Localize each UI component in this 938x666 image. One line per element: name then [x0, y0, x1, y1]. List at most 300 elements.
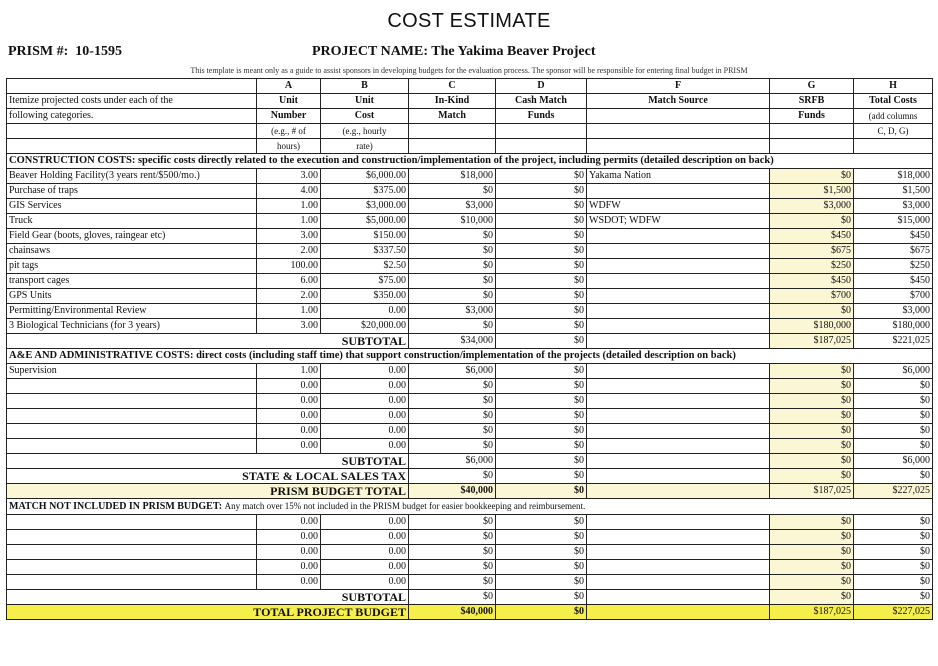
- table-row: [7, 259, 933, 274]
- template-note: This template is meant only as a guide to assist sponsors in developing budgets for the evaluation process. The sponsor will be responsible for entering final budget in PRISM: [190, 66, 748, 75]
- unit-number-cell: 0.00: [257, 424, 321, 439]
- cash-match-cell: $0: [496, 575, 587, 590]
- in-kind-match-cell: $0: [409, 319, 496, 334]
- unit-cost-cell: 0.00: [321, 545, 409, 560]
- cash-match-cell: $0: [496, 530, 587, 545]
- sales-tax-row-label: STATE & LOCAL SALES TAX: [7, 469, 409, 484]
- match-subtotal-blank: [587, 590, 770, 605]
- total-costs-cell: $15,000: [854, 214, 933, 229]
- admin-subtotal: [7, 454, 933, 469]
- unit-number-cell: 1.00: [257, 304, 321, 319]
- table-row: [7, 394, 933, 409]
- header-h-1: Total Costs: [854, 94, 933, 109]
- unit-cost-cell: $3,000.00: [321, 199, 409, 214]
- blank-cell: [7, 139, 257, 154]
- total-costs-cell: $0: [854, 409, 933, 424]
- unit-number-cell: 3.00: [257, 169, 321, 184]
- match-source-cell: [587, 259, 770, 274]
- unit-cost-cell: $2.50: [321, 259, 409, 274]
- in-kind-match-cell: $0: [409, 545, 496, 560]
- unit-number-cell: 0.00: [257, 545, 321, 560]
- construction-subtotal: [7, 334, 933, 349]
- match-subtotal-cash: $0: [496, 590, 587, 605]
- match-source-cell: WSDOT; WDFW: [587, 214, 770, 229]
- cash-match-cell: $0: [496, 379, 587, 394]
- unit-number-cell: 2.00: [257, 289, 321, 304]
- srfb-funds-cell: $0: [770, 530, 854, 545]
- unit-cost-cell: $5,000.00: [321, 214, 409, 229]
- header-f-1: Match Source: [587, 94, 770, 109]
- prism-budget-total: [7, 484, 933, 499]
- prism-budget-total-in-kind: $40,000: [409, 484, 496, 499]
- cash-match-cell: $0: [496, 319, 587, 334]
- in-kind-match-cell: $0: [409, 530, 496, 545]
- unit-number-cell: 1.00: [257, 214, 321, 229]
- table-row: [7, 575, 933, 590]
- total-project-budget-blank: [587, 605, 770, 620]
- blank-cell: [7, 79, 257, 94]
- srfb-funds-cell: $180,000: [770, 319, 854, 334]
- in-kind-match-cell: $3,000: [409, 304, 496, 319]
- prism-label: PRISM #:: [8, 44, 69, 59]
- in-kind-match-cell: $0: [409, 394, 496, 409]
- unit-cost-cell: $75.00: [321, 274, 409, 289]
- column-header-row-4: [7, 139, 933, 154]
- total-costs-cell: $0: [854, 575, 933, 590]
- total-project-budget-label: TOTAL PROJECT BUDGET: [7, 605, 409, 620]
- column-header-row-1: [7, 94, 933, 109]
- table-row: [7, 319, 933, 334]
- total-costs-cell: $0: [854, 439, 933, 454]
- table-row: [7, 560, 933, 575]
- cash-match-cell: $0: [496, 214, 587, 229]
- match-subtotal-label: SUBTOTAL: [7, 590, 409, 605]
- cash-match-cell: $0: [496, 545, 587, 560]
- blank-cell: [770, 139, 854, 154]
- cash-match-cell: $0: [496, 229, 587, 244]
- cash-match-cell: $0: [496, 424, 587, 439]
- construction-subtotal-total: $221,025: [854, 334, 933, 349]
- header-a-4: hours): [257, 139, 321, 154]
- column-header-row-3: [7, 124, 933, 139]
- srfb-funds-cell: $0: [770, 545, 854, 560]
- item-cell: Supervision: [7, 364, 257, 379]
- cash-match-cell: $0: [496, 304, 587, 319]
- page-title: COST ESTIMATE: [387, 10, 551, 32]
- blank-cell: [854, 139, 933, 154]
- total-costs-cell: $700: [854, 289, 933, 304]
- match-source-cell: [587, 244, 770, 259]
- match-subtotal-total: $0: [854, 590, 933, 605]
- unit-number-cell: 0.00: [257, 409, 321, 424]
- item-cell: Field Gear (boots, gloves, raingear etc): [7, 229, 257, 244]
- table-row: [7, 169, 933, 184]
- header-b-2: Cost: [321, 109, 409, 124]
- match-source-cell: [587, 229, 770, 244]
- col-letter-b: B: [321, 79, 409, 94]
- total-costs-cell: $0: [854, 424, 933, 439]
- unit-cost-cell: 0.00: [321, 304, 409, 319]
- cash-match-cell: $0: [496, 364, 587, 379]
- unit-cost-cell: 0.00: [321, 530, 409, 545]
- total-project-budget-cash: $0: [496, 605, 587, 620]
- admin-subtotal-total: $6,000: [854, 454, 933, 469]
- in-kind-match-cell: $0: [409, 575, 496, 590]
- unit-cost-cell: 0.00: [321, 379, 409, 394]
- item-cell: transport cages: [7, 274, 257, 289]
- item-cell: Permitting/Environmental Review: [7, 304, 257, 319]
- match-subtotal-srfb: $0: [770, 590, 854, 605]
- item-cell: [7, 409, 257, 424]
- cost-estimate-table: [6, 78, 933, 620]
- item-cell: Beaver Holding Facility(3 years rent/$500/mo.): [7, 169, 257, 184]
- total-costs-cell: $675: [854, 244, 933, 259]
- item-cell: [7, 424, 257, 439]
- admin-subtotal-in-kind: $6,000: [409, 454, 496, 469]
- admin-subtotal-srfb: $0: [770, 454, 854, 469]
- header-h-2: (add columns: [854, 109, 933, 124]
- header-c-1: In-Kind: [409, 94, 496, 109]
- match-source-cell: [587, 515, 770, 530]
- srfb-funds-cell: $450: [770, 229, 854, 244]
- col-letter-c: C: [409, 79, 496, 94]
- header-d-2: Funds: [496, 109, 587, 124]
- unit-cost-cell: $337.50: [321, 244, 409, 259]
- in-kind-match-cell: $10,000: [409, 214, 496, 229]
- header-a-3: [257, 124, 321, 139]
- header-h-3: C, D, G): [854, 124, 933, 139]
- total-project-budget-in-kind: $40,000: [409, 605, 496, 620]
- construction-section-header: [7, 154, 933, 169]
- item-cell: [7, 394, 257, 409]
- column-header-row-2: [7, 109, 933, 124]
- unit-number-cell: 0.00: [257, 530, 321, 545]
- item-cell: [7, 530, 257, 545]
- unit-number-cell: 0.00: [257, 515, 321, 530]
- item-cell: chainsaws: [7, 244, 257, 259]
- srfb-funds-cell: $0: [770, 364, 854, 379]
- match-subtotal-in-kind: $0: [409, 590, 496, 605]
- total-costs-cell: $1,500: [854, 184, 933, 199]
- total-costs-cell: $0: [854, 560, 933, 575]
- item-header-line-2: following categories.: [7, 109, 257, 124]
- in-kind-match-cell: $0: [409, 379, 496, 394]
- srfb-funds-cell: $3,000: [770, 199, 854, 214]
- table-row: [7, 199, 933, 214]
- in-kind-match-cell: $0: [409, 439, 496, 454]
- prism-number: 10-1595: [75, 44, 122, 59]
- header-b-3: (e.g., hourly: [321, 124, 409, 139]
- total-costs-cell: $0: [854, 379, 933, 394]
- srfb-funds-cell: $1,500: [770, 184, 854, 199]
- table-row: [7, 379, 933, 394]
- col-letter-d: D: [496, 79, 587, 94]
- prism-budget-total-blank: [587, 484, 770, 499]
- unit-number-cell: 3.00: [257, 229, 321, 244]
- col-letter-a: A: [257, 79, 321, 94]
- blank-cell: [587, 124, 770, 139]
- construction-section-header-text: CONSTRUCTION COSTS: specific costs directly related to the execution and construction/implementation of the project, including permits (detailed description on back): [7, 154, 933, 169]
- unit-cost-cell: $20,000.00: [321, 319, 409, 334]
- total-costs-cell: $18,000: [854, 169, 933, 184]
- construction-subtotal-in-kind: $34,000: [409, 334, 496, 349]
- prism-number-line: [8, 44, 122, 60]
- match-source-cell: [587, 409, 770, 424]
- srfb-funds-cell: $0: [770, 409, 854, 424]
- unit-number-cell: 3.00: [257, 319, 321, 334]
- cash-match-cell: $0: [496, 515, 587, 530]
- blank-cell: [409, 139, 496, 154]
- match-section-header-text: [7, 499, 933, 515]
- cash-match-cell: $0: [496, 289, 587, 304]
- header-g-1: SRFB: [770, 94, 854, 109]
- unit-cost-cell: 0.00: [321, 424, 409, 439]
- in-kind-match-cell: $0: [409, 409, 496, 424]
- unit-number-cell: 0.00: [257, 394, 321, 409]
- total-costs-cell: $250: [854, 259, 933, 274]
- srfb-funds-cell: $0: [770, 575, 854, 590]
- prism-budget-total-srfb: $187,025: [770, 484, 854, 499]
- table-row: [7, 424, 933, 439]
- srfb-funds-cell: $0: [770, 304, 854, 319]
- cash-match-cell: $0: [496, 244, 587, 259]
- in-kind-match-cell: $0: [409, 244, 496, 259]
- item-cell: [7, 439, 257, 454]
- blank-cell: [770, 124, 854, 139]
- total-costs-cell: $3,000: [854, 304, 933, 319]
- header-a-1: Unit: [257, 94, 321, 109]
- cash-match-cell: $0: [496, 274, 587, 289]
- cash-match-cell: $0: [496, 184, 587, 199]
- total-costs-cell: $0: [854, 515, 933, 530]
- construction-subtotal-label: SUBTOTAL: [7, 334, 409, 349]
- srfb-funds-cell: $250: [770, 259, 854, 274]
- item-cell: [7, 379, 257, 394]
- total-project-budget-total: $227,025: [854, 605, 933, 620]
- in-kind-match-cell: $0: [409, 274, 496, 289]
- unit-cost-cell: 0.00: [321, 409, 409, 424]
- unit-number-cell: 0.00: [257, 560, 321, 575]
- unit-cost-cell: $350.00: [321, 289, 409, 304]
- srfb-funds-cell: $0: [770, 439, 854, 454]
- total-project-budget-srfb: $187,025: [770, 605, 854, 620]
- total-costs-cell: $6,000: [854, 364, 933, 379]
- total-costs-cell: $450: [854, 229, 933, 244]
- header-a-2: Number: [257, 109, 321, 124]
- match-source-cell: [587, 379, 770, 394]
- table-row: [7, 274, 933, 289]
- admin-subtotal-label: SUBTOTAL: [7, 454, 409, 469]
- sales-tax-row-cash: $0: [496, 469, 587, 484]
- in-kind-match-cell: $0: [409, 259, 496, 274]
- item-cell: Purchase of traps: [7, 184, 257, 199]
- item-cell: GIS Services: [7, 199, 257, 214]
- total-costs-cell: $450: [854, 274, 933, 289]
- srfb-funds-cell: $0: [770, 515, 854, 530]
- total-costs-cell: $3,000: [854, 199, 933, 214]
- item-header: [7, 94, 257, 109]
- match-source-cell: Yakama Nation: [587, 169, 770, 184]
- project-label: PROJECT NAME:: [312, 44, 429, 59]
- unit-cost-cell: $375.00: [321, 184, 409, 199]
- match-source-cell: [587, 545, 770, 560]
- unit-cost-cell: 0.00: [321, 364, 409, 379]
- prism-budget-total-cash: $0: [496, 484, 587, 499]
- srfb-funds-cell: $0: [770, 214, 854, 229]
- item-header-line-1: Itemize projected costs under each of the: [9, 95, 173, 106]
- blank-cell: [496, 139, 587, 154]
- match-section-header: [7, 499, 933, 515]
- construction-subtotal-blank: [587, 334, 770, 349]
- table-row: [7, 530, 933, 545]
- item-cell: [7, 515, 257, 530]
- project-name-line: [312, 44, 596, 60]
- unit-number-cell: 0.00: [257, 379, 321, 394]
- total-costs-cell: $180,000: [854, 319, 933, 334]
- total-costs-cell: $0: [854, 545, 933, 560]
- cash-match-cell: $0: [496, 409, 587, 424]
- total-project-budget: [7, 605, 933, 620]
- srfb-funds-cell: $0: [770, 424, 854, 439]
- unit-number-cell: 4.00: [257, 184, 321, 199]
- match-source-cell: [587, 184, 770, 199]
- in-kind-match-cell: $0: [409, 560, 496, 575]
- in-kind-match-cell: $3,000: [409, 199, 496, 214]
- header-b-1: Unit: [321, 94, 409, 109]
- srfb-funds-cell: $0: [770, 169, 854, 184]
- unit-number-cell: 100.00: [257, 259, 321, 274]
- col-letter-f: F: [587, 79, 770, 94]
- column-letter-row: [7, 79, 933, 94]
- prism-budget-total-label: PRISM BUDGET TOTAL: [7, 484, 409, 499]
- match-source-cell: [587, 289, 770, 304]
- in-kind-match-cell: $0: [409, 289, 496, 304]
- unit-cost-cell: 0.00: [321, 575, 409, 590]
- unit-cost-cell: $150.00: [321, 229, 409, 244]
- header-f-2: [587, 109, 770, 124]
- in-kind-match-cell: $0: [409, 229, 496, 244]
- table-row: [7, 439, 933, 454]
- match-source-cell: [587, 274, 770, 289]
- unit-cost-cell: 0.00: [321, 515, 409, 530]
- blank-cell: [7, 124, 257, 139]
- sales-tax-row-blank: [587, 469, 770, 484]
- unit-cost-cell: $6,000.00: [321, 169, 409, 184]
- total-costs-cell: $0: [854, 394, 933, 409]
- in-kind-match-cell: $6,000: [409, 364, 496, 379]
- header-a-3-text: (e.g., # of: [271, 126, 306, 136]
- match-header-note: Any match over 15% not included in the PRISM budget for easier bookkeeping and reimbursement.: [224, 501, 586, 511]
- table-row: [7, 545, 933, 560]
- item-cell: Truck: [7, 214, 257, 229]
- match-source-cell: [587, 530, 770, 545]
- item-cell: 3 Biological Technicians (for 3 years): [7, 319, 257, 334]
- in-kind-match-cell: $18,000: [409, 169, 496, 184]
- admin-section-header-text: A&E AND ADMINISTRATIVE COSTS: direct costs (including staff time) that support construction/implementation of the projects (detailed description on back): [7, 349, 933, 364]
- match-source-cell: [587, 424, 770, 439]
- unit-number-cell: 2.00: [257, 244, 321, 259]
- unit-cost-cell: 0.00: [321, 560, 409, 575]
- cash-match-cell: $0: [496, 560, 587, 575]
- match-source-cell: [587, 394, 770, 409]
- admin-section-header: [7, 349, 933, 364]
- unit-number-cell: 0.00: [257, 439, 321, 454]
- srfb-funds-cell: $0: [770, 560, 854, 575]
- sales-tax-row-in-kind: $0: [409, 469, 496, 484]
- match-source-cell: [587, 319, 770, 334]
- match-header-bold: MATCH NOT INCLUDED IN PRISM BUDGET:: [9, 501, 223, 512]
- srfb-funds-cell: $0: [770, 394, 854, 409]
- header-c-2: Match: [409, 109, 496, 124]
- unit-number-cell: 0.00: [257, 575, 321, 590]
- match-source-cell: [587, 575, 770, 590]
- srfb-funds-cell: $450: [770, 274, 854, 289]
- blank-cell: [409, 124, 496, 139]
- srfb-funds-cell: $675: [770, 244, 854, 259]
- item-cell: [7, 545, 257, 560]
- header-b-4: rate): [321, 139, 409, 154]
- table-row: [7, 364, 933, 379]
- srfb-funds-cell: $700: [770, 289, 854, 304]
- match-source-cell: [587, 439, 770, 454]
- cash-match-cell: $0: [496, 169, 587, 184]
- project-name: The Yakima Beaver Project: [431, 44, 596, 59]
- table-row: [7, 409, 933, 424]
- item-cell: GPS Units: [7, 289, 257, 304]
- table-row: [7, 214, 933, 229]
- item-cell: pit tags: [7, 259, 257, 274]
- table-body: [7, 79, 933, 620]
- unit-number-cell: 6.00: [257, 274, 321, 289]
- cash-match-cell: $0: [496, 439, 587, 454]
- in-kind-match-cell: $0: [409, 515, 496, 530]
- table-row: [7, 229, 933, 244]
- in-kind-match-cell: $0: [409, 424, 496, 439]
- total-costs-cell: $0: [854, 530, 933, 545]
- unit-number-cell: 1.00: [257, 364, 321, 379]
- sales-tax-row: [7, 469, 933, 484]
- blank-cell: [496, 124, 587, 139]
- construction-subtotal-srfb: $187,025: [770, 334, 854, 349]
- cash-match-cell: $0: [496, 394, 587, 409]
- table-row: [7, 244, 933, 259]
- match-source-cell: [587, 364, 770, 379]
- col-letter-h: H: [854, 79, 933, 94]
- sales-tax-row-srfb: $0: [770, 469, 854, 484]
- col-letter-g: G: [770, 79, 854, 94]
- table-row: [7, 289, 933, 304]
- unit-cost-cell: 0.00: [321, 394, 409, 409]
- sales-tax-row-total: $0: [854, 469, 933, 484]
- table-row: [7, 515, 933, 530]
- unit-number-cell: 1.00: [257, 199, 321, 214]
- match-source-cell: [587, 304, 770, 319]
- prism-budget-total-total: $227,025: [854, 484, 933, 499]
- match-source-cell: [587, 560, 770, 575]
- item-cell: [7, 560, 257, 575]
- match-source-cell: WDFW: [587, 199, 770, 214]
- admin-subtotal-blank: [587, 454, 770, 469]
- cash-match-cell: $0: [496, 259, 587, 274]
- table-row: [7, 304, 933, 319]
- item-cell: [7, 575, 257, 590]
- header-g-2: Funds: [770, 109, 854, 124]
- construction-subtotal-cash: $0: [496, 334, 587, 349]
- srfb-funds-cell: $0: [770, 379, 854, 394]
- admin-subtotal-cash: $0: [496, 454, 587, 469]
- cash-match-cell: $0: [496, 199, 587, 214]
- unit-cost-cell: 0.00: [321, 439, 409, 454]
